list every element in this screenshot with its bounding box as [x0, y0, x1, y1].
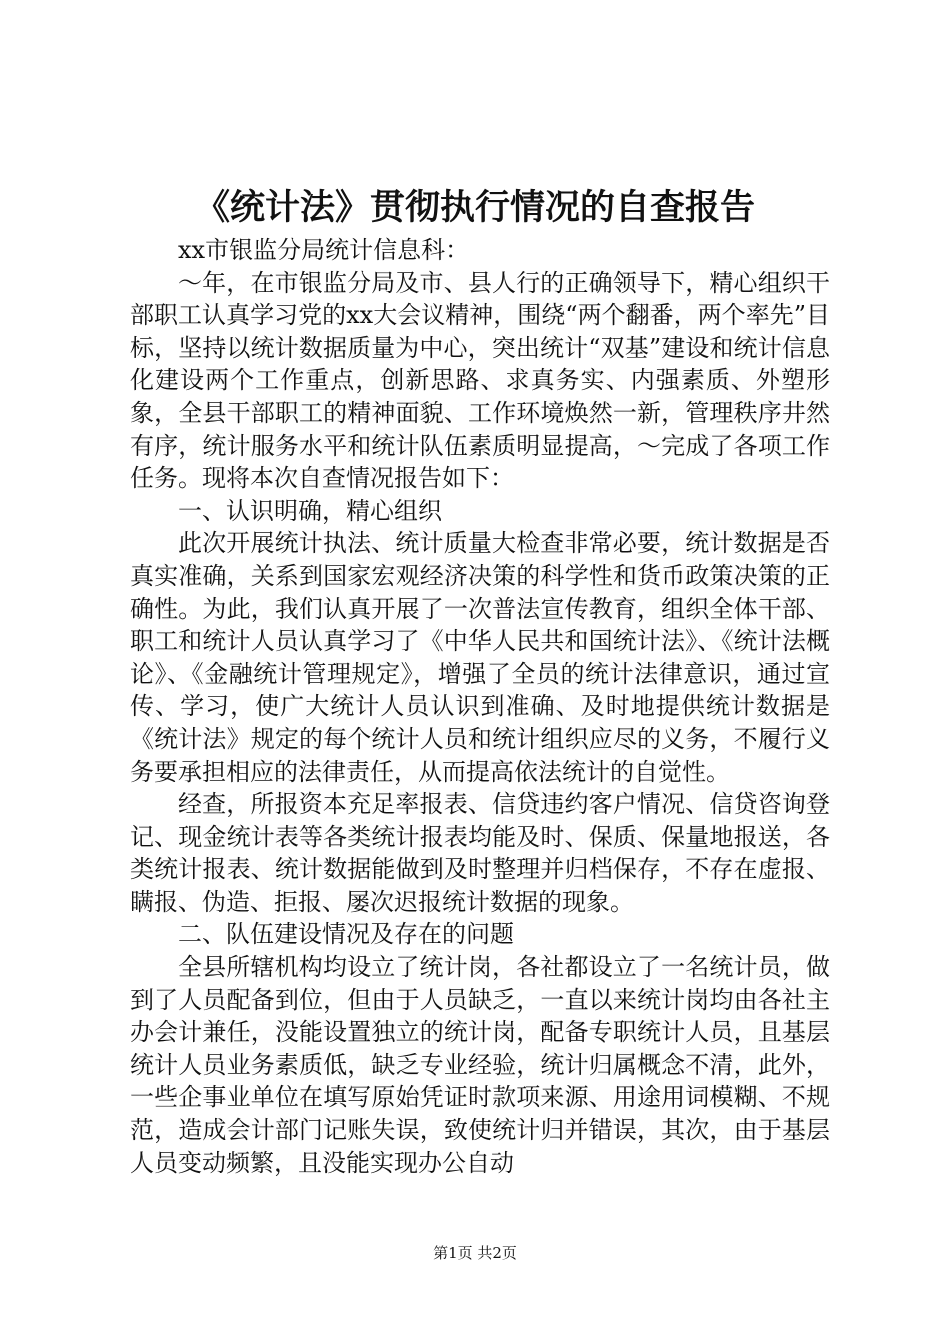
section-1-paragraph-1: 此次开展统计执法、统计质量大检查非常必要，统计数据是否真实准确，关系到国家宏观经济决策的科学性和货币政策决策的正确性。为此，我们认真开展了一次普法宣传教育，组织全体干部、职工和统计人员认真学习了《中华人民共和国统计法》、《统计法概论》、《金融统计管理规定》，增强了全员的统计法律意识，通过宣传、学习，使广大统计人员认识到准确、及时地提供统计数据是《统计法》规定的每个统计人员和统计组织应尽的义务，不履行义务要承担相应的法律责任，从而提高依法统计的自觉性。: [130, 529, 830, 786]
section-1-paragraph-2: 经查，所报资本充足率报表、信贷违约客户情况、信贷咨询登记、现金统计表等各类统计报表均能及时、保质、保量地报送，各类统计报表、统计数据能做到及时整理并归档保存，不存在虚报、瞒报、伪造、拒报、屡次迟报统计数据的现象。: [130, 790, 830, 916]
section-heading-1: 一、认识明确，精心组织: [178, 496, 442, 525]
salutation-paragraph: xx市银监分局统计信息科：: [178, 236, 470, 264]
intro-paragraph: ～年，在市银监分局及市、县人行的正确领导下，精心组织干部职工认真学习党的xx大会议精神，围绕“两个翻番，两个率先”目标，坚持以统计数据质量为中心，突出统计“双基”建设和统计信息化建设两个工作重点，创新思路、求真务实、内强素质、外塑形象，全县干部职工的精神面貌、工作环境焕然一新，管理秩序井然有序，统计服务水平和统计队伍素质明显提高，～完成了各项工作任务。现将本次自查情况报告如下：: [130, 268, 830, 493]
section-2-paragraph-1: 全县所辖机构均设立了统计岗，各社都设立了一名统计员，做到了人员配备到位，但由于人员缺乏，一直以来统计岗均由各社主办会计兼任，没能设置独立的统计岗，配备专职统计人员，且基层统计人员业务素质低，缺乏专业经验，统计归属概念不清，此外，一些企事业单位在填写原始凭证时款项来源、用途用词模糊、不规范，造成会计部门记账失误，致使统计归并错误，其次，由于基层人员变动频繁，且没能实现办公自动: [130, 953, 830, 1177]
document-title: 《统计法》贯彻执行情况的自查报告: [194, 187, 755, 228]
document-body: [130, 234, 830, 1179]
section-heading-2: 二、队伍建设情况及存在的问题: [178, 920, 514, 949]
page-number-footer: 第1页 共2页: [433, 1244, 517, 1262]
